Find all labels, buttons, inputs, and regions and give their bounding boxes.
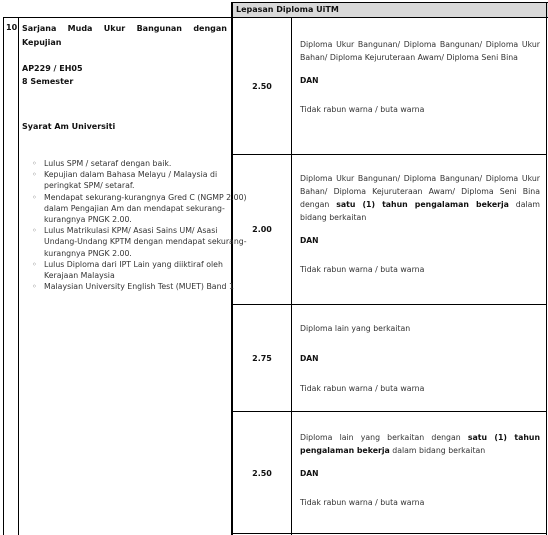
color-vision-requirement: Tidak rabun warna / buta warna xyxy=(300,265,425,274)
general-req-list xyxy=(22,158,249,292)
border-num-col xyxy=(18,17,19,535)
requirement-cell xyxy=(300,431,540,509)
requirement-text xyxy=(300,172,540,224)
color-vision-requirement: Tidak rabun warna / buta warna xyxy=(300,105,425,114)
requirement-text-end: dalam bidang berkaitan xyxy=(300,200,541,222)
list-item: ◦ Lulus Diploma dari IPT Lain yang diiktiraf oleh Kerajaan Malaysia xyxy=(44,259,249,281)
program-title-word: Ukur xyxy=(103,24,126,33)
dan-label: DAN xyxy=(300,469,319,478)
requirement-text: Diploma Ukur Bangunan/ Diploma Bangunan/ Diploma Ukur Bahan/ Diploma Kejuruteraan Awam/ Diploma Seni Bina xyxy=(300,40,540,62)
general-req-heading: Syarat Am Universiti xyxy=(22,122,116,131)
requirement-text-bold: satu (1) tahun pengalaman bekerja xyxy=(300,433,540,455)
table-header: Lepasan Diploma UiTM xyxy=(236,5,339,14)
requirement-text-end: dalam bidang berkaitan xyxy=(389,446,486,455)
gpa-value: 2.75 xyxy=(252,354,272,363)
list-item: ◦ Lulus SPM / setaraf dengan baik. xyxy=(44,158,249,169)
requirement-cell xyxy=(300,322,540,395)
requirement-text-start: Diploma lain yang berkaitan dengan xyxy=(300,433,468,442)
dan-label: DAN xyxy=(300,236,319,245)
program-title-word: Sarjana xyxy=(22,24,57,33)
program-title-line1 xyxy=(22,23,227,34)
row-divider-2 xyxy=(232,304,547,305)
requirement-text-start: Diploma Ukur Bangunan/ Diploma Bangunan/ Diploma Ukur Bahan/ Diploma Kejuruteraan Awam/ Diploma Seni Bina dengan xyxy=(300,174,540,209)
gpa-value: 2.00 xyxy=(252,225,272,234)
border-gpa-col xyxy=(291,17,292,535)
dan-label: DAN xyxy=(300,354,319,363)
border-left xyxy=(3,17,4,535)
border-right xyxy=(546,2,547,535)
requirement-text-bold: satu (1) tahun pengalaman bekerja xyxy=(336,200,509,209)
program-title-word: Muda xyxy=(67,24,93,33)
row-divider-1 xyxy=(232,154,547,155)
row-number: 10 xyxy=(6,23,18,32)
program-duration: 8 Semester xyxy=(22,77,74,86)
requirement-cell xyxy=(300,172,540,276)
program-title-word: dengan xyxy=(193,24,227,33)
color-vision-requirement: Tidak rabun warna / buta warna xyxy=(300,498,425,507)
border-top xyxy=(232,2,548,3)
color-vision-requirement: Tidak rabun warna / buta warna xyxy=(300,384,425,393)
border-row-top xyxy=(3,17,232,18)
program-code: AP229 / EH05 xyxy=(22,64,83,73)
list-item: ◦ Lulus Matrikulasi KPM/ Asasi Sains UM/ Asasi Undang-Undang KPTM dengan mendapat sekurang-kurangnya PNGK 2.00. xyxy=(44,225,249,259)
gpa-value: 2.50 xyxy=(252,82,272,91)
requirement-cell xyxy=(300,38,540,116)
program-title-line2: Kepujian xyxy=(22,38,62,47)
dan-label: DAN xyxy=(300,76,319,85)
list-item: ◦ Mendapat sekurang-kurangnya Gred C (NGMP 2.00) dalam Pengajian Am dan mendapat sekurang-kurangnya PNGK 2.00. xyxy=(44,192,249,226)
list-item: ◦ Malaysian University English Test (MUET) Band 1 xyxy=(44,281,249,292)
requirement-text: Diploma lain yang berkaitan xyxy=(300,324,411,333)
border-header-bottom xyxy=(232,17,548,18)
requirement-text xyxy=(300,431,540,457)
gpa-value: 2.50 xyxy=(252,469,272,478)
list-item: ◦ Kepujian dalam Bahasa Melayu / Malaysia di peringkat SPM/ setaraf. xyxy=(44,169,249,191)
row-divider-3 xyxy=(232,411,547,412)
border-bottom xyxy=(232,533,547,534)
program-title-word: Bangunan xyxy=(136,24,182,33)
